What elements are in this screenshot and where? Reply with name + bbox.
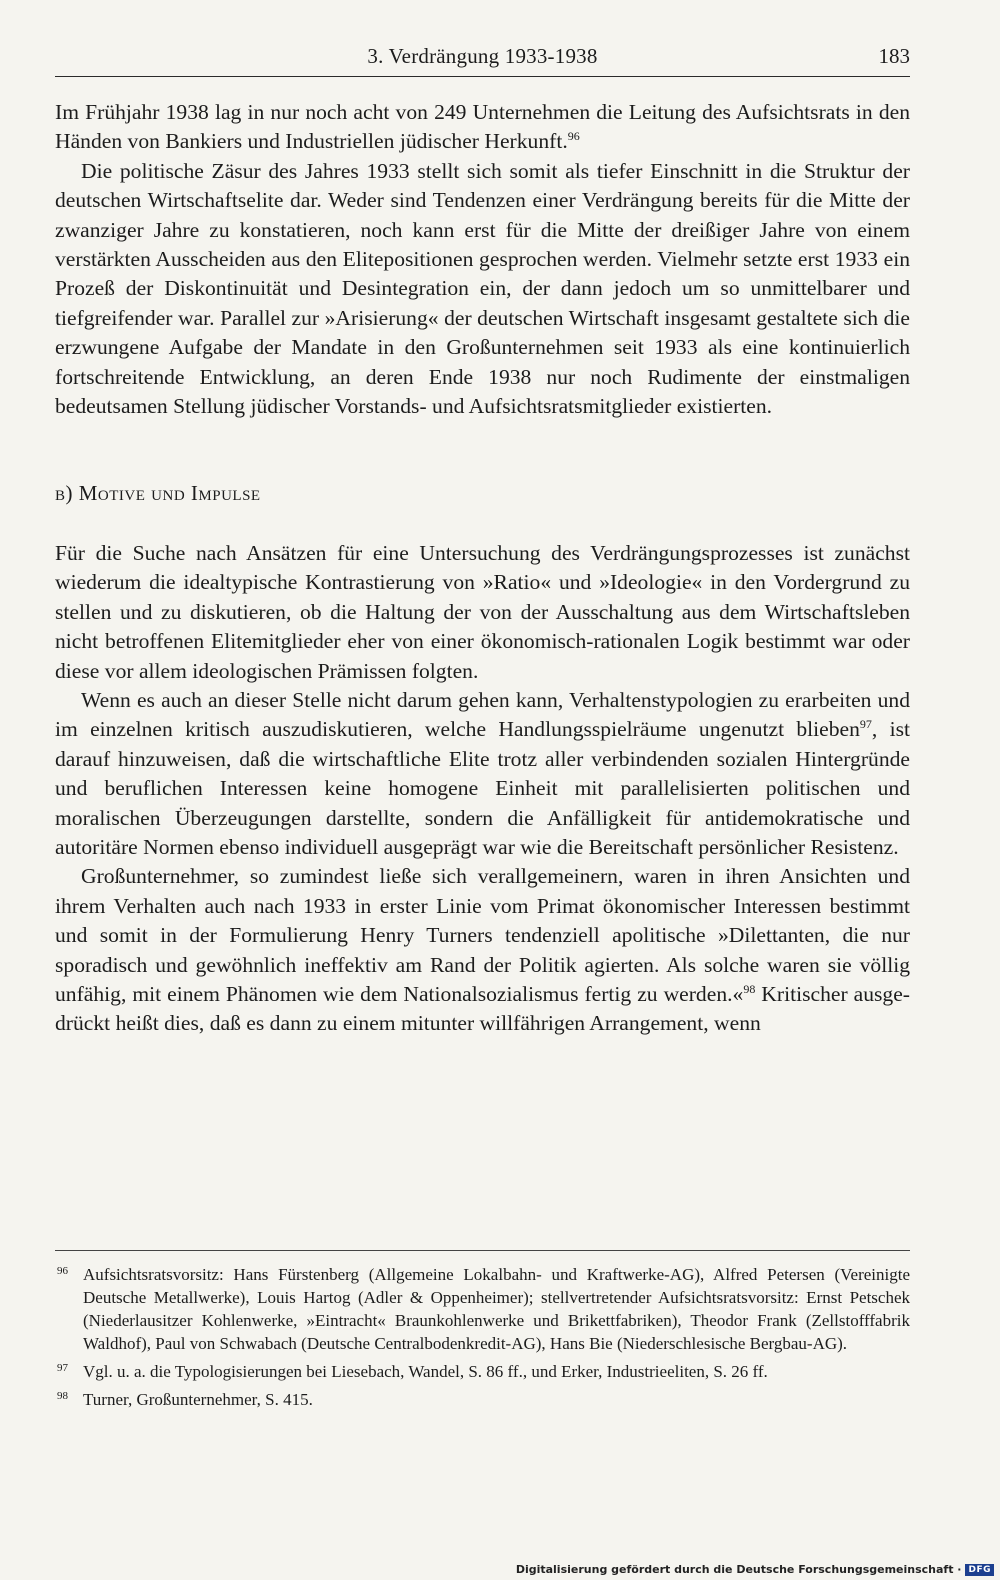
footnote-ref-98: 98	[743, 981, 756, 996]
paragraph-text: , ist darauf hinzuweisen, daß die wirtschaftliche Elite trotz aller verbindenden sozialen Hintergründe und beruflichen Interessen keine homogene Einheit mit parallelisierten politischen und moralischen Überzeugungen darstellte, sondern die Anfälligkeit für antidemokratische und autoritäre Normen ebenso individuell ausgeprägt war wie die Bereitschaft persönlicher Resistenz.	[55, 717, 910, 859]
paragraph	[55, 686, 910, 862]
footnote-number: 97	[57, 1362, 68, 1374]
paragraph-text: Großunternehmer, so zumindest ließe sich verallgemeinern, waren in ihren Ansichten und ihrem Verhalten auch nach 1933 in erster Linie vom Primat ökonomischer Interessen bestimmt und somit in der Formulierung Henry Turners tendenziell apolitische »Dilettanten, die nur sporadisch und gewöhnlich ineffektiv am Rand der Politik agierten. Als solche waren sie völlig unfähig, mit einem Phänomen wie dem Nationalsozialismus fertig zu werden.«	[55, 864, 910, 1006]
paragraph	[55, 98, 910, 157]
footnote-text: Turner, Großunternehmer, S. 415.	[83, 1390, 313, 1409]
paragraph: Die politische Zäsur des Jahres 1933 stellt sich somit als tiefer Einschnitt in die Struktur der deutschen Wirtschaftselite dar. Weder sind Tendenzen einer Verdrängung bereits für die Mitte der zwanziger Jahre zu konstatieren, noch kann erst für die Mitte der dreißiger Jahre von einem verstärkten Ausscheiden aus den Elitepositionen gesprochen werden. Vielmehr setzte erst 1933 ein Prozeß der Diskontinuität und Desintegration ein, der dann jedoch um so unmittelbarer und tiefgreifender war. Parallel zur »Arisierung« der deutschen Wirtschaft insgesamt gestaltete sich die erzwungene Aufgabe der Mandate in den Großunternehmen seit 1933 als eine kontinuierlich fortschreitende Entwicklung, an deren Ende 1938 nur noch Rudimente der einstmaligen bedeutsamen Stellung jüdischer Vorstands- und Aufsichtsratsmitglieder existierten.	[55, 158, 910, 419]
footnote-divider	[55, 1250, 910, 1251]
footnote-ref-97: 97	[859, 717, 872, 732]
footnote-text: Vgl. u. a. die Typologisierungen bei Liesebach, Wandel, S. 86 ff., und Erker, Industrieeliten, S. 26 ff.	[83, 1362, 768, 1381]
footnote-text: Aufsichtsratsvorsitz: Hans Fürstenberg (Allgemeine Lokalbahn- und Kraftwerke-AG), Alfred Petersen (Vereinigte Deutsche Metallwerke), Louis Hartog (Adler & Oppenheimer); stellvertretender Aufsichtsratsvorsitz: Ernst Petschek (Niederlausitzer Kohlenwerke, »Eintracht« Braunkohlenwerke und Brikettfabriken), Theodor Frank (Zellstofffabrik Waldhof), Paul von Schwabach (Deutsche Centralbodenkredit-AG), Hans Bie (Niederschlesische Bergbau-AG).	[83, 1265, 910, 1353]
footnote	[55, 1263, 910, 1355]
footnotes	[55, 1250, 910, 1416]
dfg-logo: DFG	[965, 1564, 994, 1576]
footnote-ref-96: 96	[567, 129, 580, 144]
footnote	[55, 1360, 910, 1383]
section-heading: b) Motive und Impulse	[55, 481, 261, 506]
paragraph-text: Kritischer ausgedrückt heißt dies, daß es dann zu einem mitunter willfährigen Arrangement, wenn	[55, 981, 910, 1036]
footnote	[55, 1388, 910, 1411]
running-title: 3. Verdrängung 1933-1938	[367, 44, 598, 68]
digitization-text: Digitalisierung gefördert durch die Deutsche Forschungsgemeinschaft ·	[515, 1563, 962, 1576]
body-text	[55, 98, 910, 1039]
paragraph	[55, 862, 910, 1038]
running-header	[55, 42, 910, 77]
footnote-number: 96	[57, 1265, 68, 1277]
footnote-number: 98	[57, 1390, 68, 1402]
paragraph-text: Im Frühjahr 1938 lag in nur noch acht von 249 Unternehmen die Leitung des Aufsichtsrats in den Händen von Bankiers und Industriellen jüdischer Herkunft.	[55, 100, 910, 154]
digitization-credit	[516, 1563, 994, 1576]
paragraph: Für die Suche nach Ansätzen für eine Untersuchung des Verdrängungsprozesses ist zunächst wiederum die idealtypische Kontrastierung von »Ratio« und »Ideologie« in den Vordergrund zu stellen und zu diskutieren, ob die Haltung der von der Ausschaltung aus dem Wirtschaftsleben nicht betroffenen Elitemitglieder eher von einer ökonomisch-rationalen Logik bestimmt war oder diese vor allem ideologischen Prämissen folgten.	[55, 540, 910, 683]
page-number: 183	[878, 44, 910, 68]
paragraph-text: Wenn es auch an dieser Stelle nicht darum gehen kann, Verhaltenstypologien zu erarbeiten und im einzelnen kritisch auszudiskutieren, welche Handlungsspielräume ungenutzt blieben	[55, 687, 910, 742]
